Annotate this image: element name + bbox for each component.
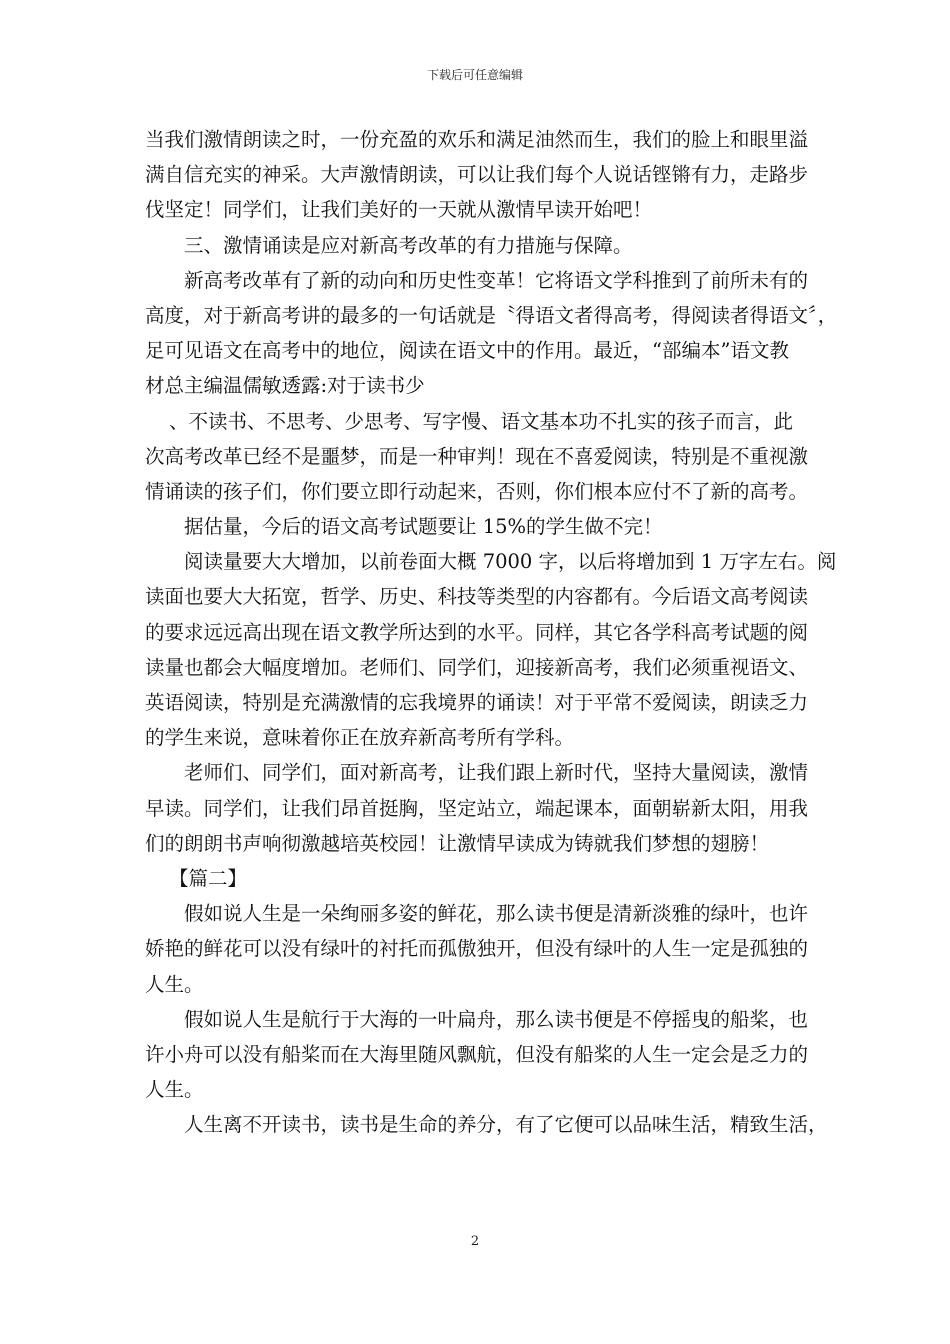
section-heading: 三、激情诵读是应对新高考改革的有力措施与保障。	[184, 233, 633, 257]
text-line: 据估量，今后的语文高考试题要让 15%的学生做不完！	[184, 515, 663, 539]
text-line: 次高考改革已经不是噩梦，而是一种审判！现在不喜爱阅读，特别是不重视激	[145, 444, 809, 468]
text-line: 假如说人生是航行于大海的一叶扁舟，那么读书便是不停摇曳的船桨，也	[184, 1007, 809, 1031]
text-line: 许小舟可以没有船桨而在大海里随风飘航，但没有船桨的人生一定会是乏力的	[145, 1042, 809, 1066]
text-line: 足可见语文在高考中的地位，阅读在语文中的作用。最近，“部编本”语文教	[145, 339, 789, 363]
text-line: 材总主编温儒敏透露:对于读书少	[145, 374, 425, 398]
text-line: 假如说人生是一朵绚丽多姿的鲜花，那么读书便是清新淡雅的绿叶，也许	[184, 902, 809, 926]
section-heading: 【篇二】	[169, 866, 248, 890]
text-line: 人生离不开读书，读书是生命的养分，有了它便可以品味生活，精致生活，	[184, 1113, 828, 1137]
text-line: 高度，对于新高考讲的最多的一句话就是〝得语文者得高考，得阅读者得语文〞，	[145, 303, 838, 327]
page-header-note: 下载后可任意编辑	[426, 68, 523, 82]
text-line: 新高考改革有了新的动向和历史性变革！它将语文学科推到了前所未有的	[184, 268, 809, 292]
text-line: 老师们、同学们，面对新高考，让我们跟上新时代，坚持大量阅读，激情	[184, 761, 809, 785]
text-line: 娇艳的鲜花可以没有绿叶的衬托而孤傲独开，但没有绿叶的人生一定是孤独的	[145, 937, 809, 961]
text-line: 当我们激情朗读之时，一份充盈的欢乐和满足油然而生，我们的脸上和眼里溢	[145, 128, 809, 151]
text-line: 人生。	[145, 1078, 204, 1102]
text-line: 满自信充实的神采。大声激情朗读，可以让我们每个人说话铿锵有力，走路步	[145, 163, 809, 187]
text-line: 、不读书、不思考、少思考、写字慢、语文基本功不扎实的孩子而言，此	[169, 409, 794, 433]
text-line: 的学生来说，意味着你正在放弃新高考所有学科。	[145, 726, 575, 750]
text-line: 阅读量要大大增加，以前卷面大概 7000 字，以后将增加到 1 万字左右。阅	[184, 550, 837, 574]
document-body	[145, 122, 838, 1142]
text-line: 情诵读的孩子们，你们要立即行动起来，否则，你们根本应付不了新的高考。	[145, 479, 809, 503]
text-line: 们的朗朗书声响彻激越培英校园！让激情早读成为铸就我们梦想的翅膀！	[145, 831, 770, 855]
page-number: 2	[470, 1234, 480, 1249]
text-line: 早读。同学们，让我们昂首挺胸，坚定站立，端起课本，面朝崭新太阳，用我	[145, 796, 809, 820]
text-line: 读面也要大大拓宽，哲学、历史、科技等类型的内容都有。今后语文高考阅读	[145, 585, 809, 609]
text-line: 的要求远远高出现在语文教学所达到的水平。同样，其它各学科高考试题的阅	[145, 620, 809, 644]
text-line: 读量也都会大幅度增加。老师们、同学们，迎接新高考，我们必须重视语文、	[145, 655, 809, 679]
text-line: 英语阅读，特别是充满激情的忘我境界的诵读！对于平常不爱阅读，朗读乏力	[145, 691, 809, 714]
text-line: 伐坚定！同学们，让我们美好的一天就从激情早读开始吧！	[145, 198, 653, 222]
text-line: 人生。	[145, 972, 204, 996]
